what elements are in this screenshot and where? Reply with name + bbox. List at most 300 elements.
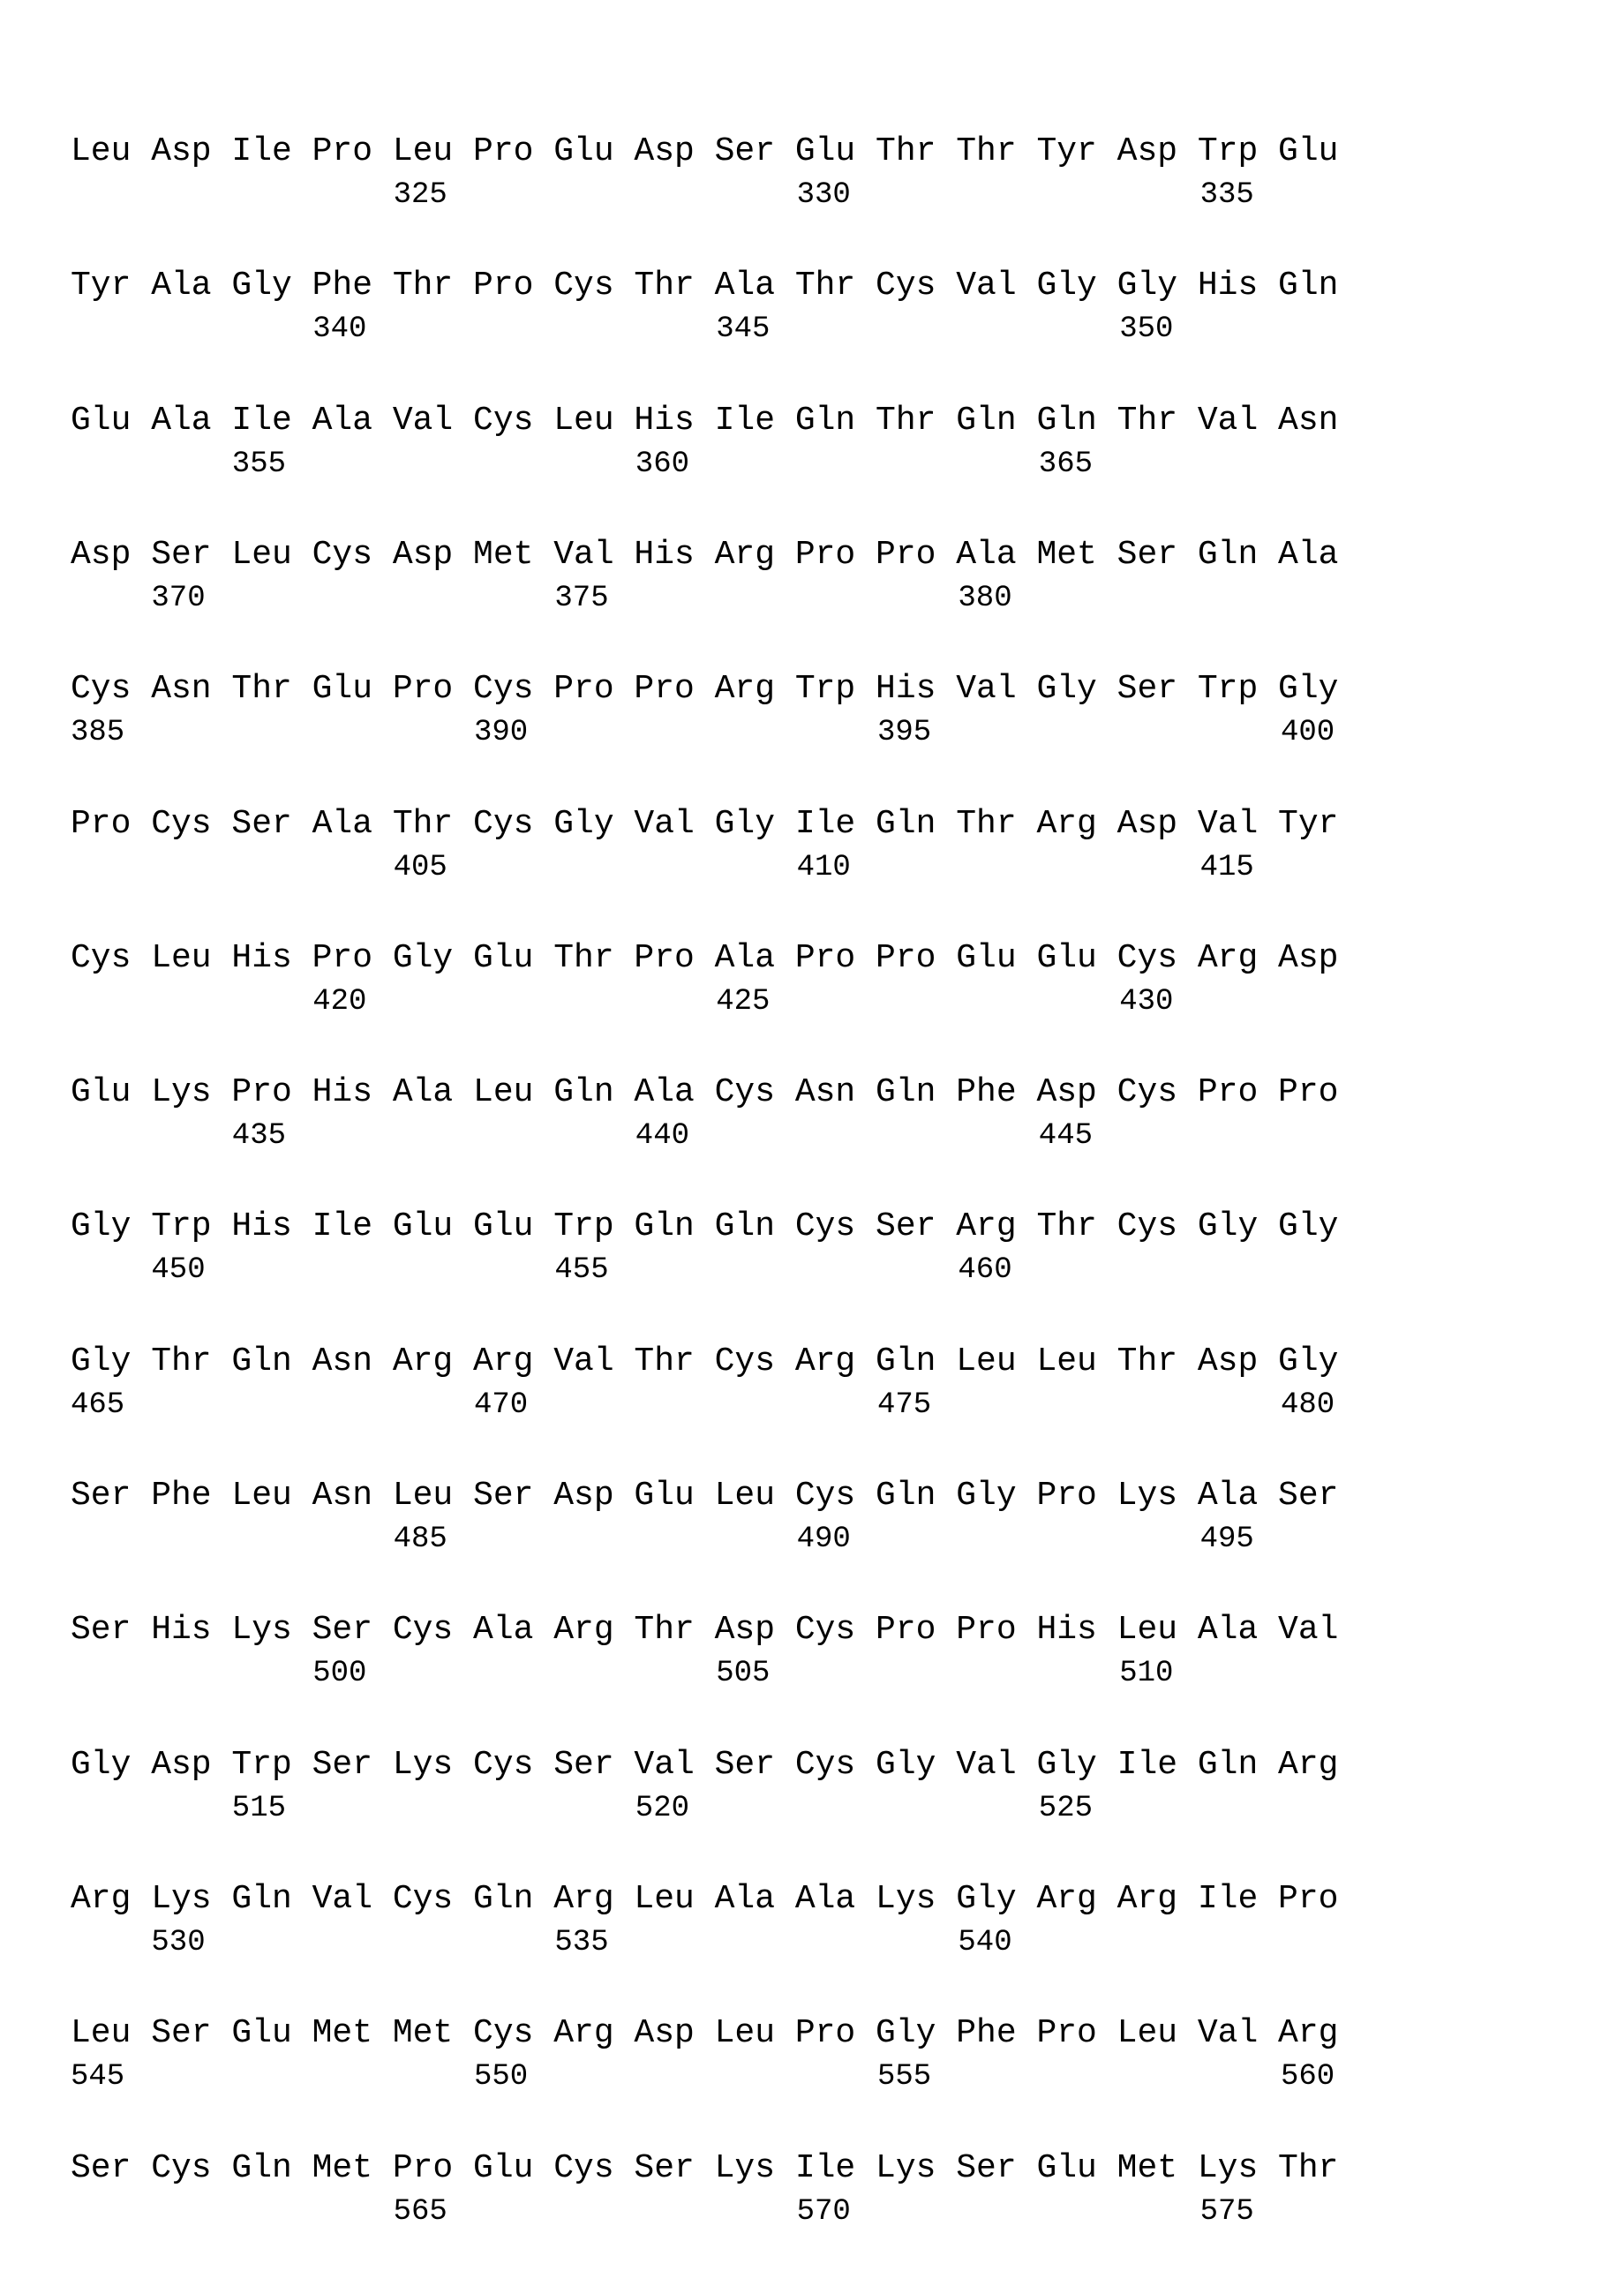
residue: Trp <box>1198 132 1278 171</box>
residue: Ile <box>795 805 876 844</box>
residue: Cys <box>1117 1073 1198 1112</box>
residue: Gln <box>1198 1746 1278 1785</box>
residue: Gly <box>1278 670 1358 709</box>
position-numbers <box>71 2195 1571 2234</box>
residue: Glu <box>312 670 393 709</box>
residue: Glu <box>473 2149 553 2188</box>
residue: Arg <box>1036 1880 1116 1919</box>
position-numbers <box>71 447 1571 486</box>
position-numbers <box>71 1657 1571 1696</box>
position-number: 565 <box>394 2195 447 2229</box>
position-number: 455 <box>554 1253 608 1287</box>
residue: Cys <box>876 267 956 305</box>
residue: Ser <box>715 1746 795 1785</box>
residue: Gly <box>71 1342 151 1381</box>
residue: Leu <box>71 132 151 171</box>
residue: Ser <box>71 2149 151 2188</box>
residue: Cys <box>1117 1207 1198 1246</box>
position-number: 475 <box>877 1388 931 1422</box>
residue: Leu <box>715 1477 795 1515</box>
residue: Cys <box>795 1207 876 1246</box>
residue: Val <box>1198 805 1278 844</box>
position-number: 390 <box>474 716 528 749</box>
residue: Val <box>956 670 1036 709</box>
residue: Cys <box>553 2149 634 2188</box>
residue: Gln <box>1036 402 1116 440</box>
residue: Thr <box>1117 402 1198 440</box>
position-number: 395 <box>877 716 931 749</box>
residue: Ala <box>473 1611 553 1650</box>
sequence-page <box>0 0 1624 2271</box>
residue: Asp <box>634 132 714 171</box>
residue: Gln <box>231 2149 312 2188</box>
residue: Gly <box>1036 267 1116 305</box>
position-numbers <box>71 1119 1571 1158</box>
position-number: 555 <box>877 2060 931 2094</box>
position-numbers <box>71 716 1571 755</box>
residue: Glu <box>795 132 876 171</box>
residue: Asp <box>393 536 473 575</box>
position-number: 465 <box>71 1388 124 1422</box>
residue: Pro <box>1278 1073 1358 1112</box>
position-numbers <box>71 985 1571 1024</box>
residue-row <box>71 132 1358 171</box>
residue: Pro <box>795 939 876 978</box>
residue: Thr <box>634 1611 714 1650</box>
residue: Pro <box>876 939 956 978</box>
residue: Met <box>312 2014 393 2053</box>
residue: Leu <box>956 1342 1036 1381</box>
residue: Gly <box>71 1746 151 1785</box>
residue: Cys <box>71 939 151 978</box>
residue: Pro <box>473 267 553 305</box>
residue: Gln <box>231 1342 312 1381</box>
residue: Gln <box>876 1342 956 1381</box>
residue: Thr <box>1117 1342 1198 1381</box>
residue: Thr <box>1278 2149 1358 2188</box>
residue: Leu <box>553 402 634 440</box>
residue: Gly <box>231 267 312 305</box>
position-number: 535 <box>554 1926 608 1959</box>
residue: Met <box>1117 2149 1198 2188</box>
residue: Ser <box>473 1477 553 1515</box>
residue: Leu <box>393 1477 473 1515</box>
residue: Leu <box>1036 1342 1116 1381</box>
residue: Val <box>393 402 473 440</box>
residue: Cys <box>1117 939 1198 978</box>
residue: Leu <box>473 1073 553 1112</box>
position-numbers <box>71 1523 1571 1561</box>
residue: Pro <box>1036 1477 1116 1515</box>
residue: Leu <box>231 1477 312 1515</box>
residue: His <box>876 670 956 709</box>
residue-row <box>71 1073 1358 1112</box>
position-number: 345 <box>716 312 770 346</box>
position-number: 330 <box>797 178 851 212</box>
residue: Cys <box>715 1342 795 1381</box>
residue: Ser <box>715 132 795 171</box>
position-number: 515 <box>232 1792 286 1825</box>
residue: Gly <box>1036 1746 1116 1785</box>
residue: Thr <box>231 670 312 709</box>
residue: Cys <box>393 1880 473 1919</box>
residue: Thr <box>634 1342 714 1381</box>
residue: Gln <box>1278 267 1358 305</box>
residue: Thr <box>634 267 714 305</box>
residue: Leu <box>1117 2014 1198 2053</box>
residue: Gly <box>876 1746 956 1785</box>
residue: Pro <box>876 536 956 575</box>
residue: Ser <box>151 2014 231 2053</box>
residue-row <box>71 1342 1358 1381</box>
residue: Gly <box>876 2014 956 2053</box>
residue: His <box>1036 1611 1116 1650</box>
residue: Gln <box>553 1073 634 1112</box>
residue: Cys <box>71 670 151 709</box>
residue: Lys <box>876 1880 956 1919</box>
residue: Val <box>312 1880 393 1919</box>
residue: Pro <box>312 132 393 171</box>
residue: Pro <box>956 1611 1036 1650</box>
residue: Val <box>634 805 714 844</box>
residue: Asp <box>1117 805 1198 844</box>
position-number: 560 <box>1281 2060 1335 2094</box>
residue: Glu <box>473 1207 553 1246</box>
residue-row <box>71 1477 1358 1515</box>
residue: Asp <box>151 132 231 171</box>
residue: Glu <box>553 132 634 171</box>
residue: Cys <box>473 2014 553 2053</box>
position-number: 530 <box>151 1926 205 1959</box>
position-number: 500 <box>312 1657 366 1690</box>
residue: Arg <box>1278 2014 1358 2053</box>
residue: Ser <box>151 536 231 575</box>
residue: Arg <box>553 1880 634 1919</box>
residue: Thr <box>956 805 1036 844</box>
residue: Pro <box>393 2149 473 2188</box>
residue: His <box>312 1073 393 1112</box>
residue-row <box>71 267 1358 305</box>
position-number: 440 <box>635 1119 689 1153</box>
residue: Asn <box>151 670 231 709</box>
residue-row <box>71 670 1358 709</box>
residue: Leu <box>715 2014 795 2053</box>
residue: Tyr <box>71 267 151 305</box>
position-number: 485 <box>394 1523 447 1556</box>
residue: Gly <box>1278 1207 1358 1246</box>
position-number: 360 <box>635 447 689 481</box>
residue: Lys <box>1117 1477 1198 1515</box>
position-number: 525 <box>1039 1792 1093 1825</box>
residue-row <box>71 1207 1358 1246</box>
residue: Ala <box>634 1073 714 1112</box>
residue: Gln <box>231 1880 312 1919</box>
residue: Gln <box>956 402 1036 440</box>
residue: Val <box>1198 402 1278 440</box>
residue: Ala <box>312 805 393 844</box>
residue-row <box>71 1880 1358 1919</box>
residue: Gln <box>1198 536 1278 575</box>
residue: Arg <box>71 1880 151 1919</box>
residue: Asn <box>795 1073 876 1112</box>
position-number: 490 <box>797 1523 851 1556</box>
residue: Tyr <box>1036 132 1116 171</box>
residue: Trp <box>151 1207 231 1246</box>
position-number: 495 <box>1200 1523 1254 1556</box>
residue: Pro <box>71 805 151 844</box>
residue: Cys <box>151 805 231 844</box>
residue: Lys <box>151 1073 231 1112</box>
residue: Leu <box>151 939 231 978</box>
residue: Arg <box>715 670 795 709</box>
position-number: 575 <box>1200 2195 1254 2229</box>
residue: Gly <box>1198 1207 1278 1246</box>
residue: Glu <box>1278 132 1358 171</box>
residue: Tyr <box>1278 805 1358 844</box>
position-number: 325 <box>394 178 447 212</box>
residue: Thr <box>393 267 473 305</box>
residue: Arg <box>956 1207 1036 1246</box>
position-number: 545 <box>71 2060 124 2094</box>
residue: Ile <box>1117 1746 1198 1785</box>
residue: Val <box>1198 2014 1278 2053</box>
residue: Ala <box>956 536 1036 575</box>
residue: Ile <box>1198 1880 1278 1919</box>
residue-row <box>71 2014 1358 2053</box>
residue: Leu <box>393 132 473 171</box>
residue: Thr <box>795 267 876 305</box>
position-number: 380 <box>958 582 1011 615</box>
residue: Cys <box>795 1611 876 1650</box>
residue: Ser <box>1117 536 1198 575</box>
residue: Pro <box>1036 2014 1116 2053</box>
residue-row <box>71 939 1358 978</box>
residue: Arg <box>1036 805 1116 844</box>
residue: Asp <box>1036 1073 1116 1112</box>
residue: Ala <box>312 402 393 440</box>
residue: Leu <box>231 536 312 575</box>
residue: Ala <box>1278 536 1358 575</box>
position-number: 445 <box>1039 1119 1093 1153</box>
residue-row <box>71 1611 1358 1650</box>
residue: Ala <box>151 267 231 305</box>
residue-row <box>71 805 1358 844</box>
residue: Ser <box>71 1611 151 1650</box>
residue: Phe <box>956 2014 1036 2053</box>
residue: Asp <box>151 1746 231 1785</box>
position-number: 470 <box>474 1388 528 1422</box>
residue: Ala <box>715 939 795 978</box>
position-number: 370 <box>151 582 205 615</box>
position-number: 355 <box>232 447 286 481</box>
residue: Gly <box>553 805 634 844</box>
residue: Cys <box>312 536 393 575</box>
residue: Gln <box>715 1207 795 1246</box>
position-numbers <box>71 1388 1571 1427</box>
residue: Ile <box>795 2149 876 2188</box>
residue: Ser <box>956 2149 1036 2188</box>
residue: Ser <box>71 1477 151 1515</box>
residue: Gly <box>393 939 473 978</box>
residue: Ser <box>553 1746 634 1785</box>
residue: Ile <box>312 1207 393 1246</box>
residue: Thr <box>1036 1207 1116 1246</box>
residue: Ser <box>876 1207 956 1246</box>
residue: Asn <box>312 1477 393 1515</box>
position-numbers <box>71 1792 1571 1831</box>
residue: Pro <box>876 1611 956 1650</box>
residue: Lys <box>231 1611 312 1650</box>
residue: Gly <box>956 1477 1036 1515</box>
residue: Ala <box>1198 1477 1278 1515</box>
residue: Pro <box>634 670 714 709</box>
residue: Thr <box>876 132 956 171</box>
residue: Leu <box>1117 1611 1198 1650</box>
residue: Glu <box>634 1477 714 1515</box>
residue-row <box>71 536 1358 575</box>
position-numbers <box>71 178 1571 217</box>
residue: Thr <box>151 1342 231 1381</box>
position-number: 365 <box>1039 447 1093 481</box>
position-number: 480 <box>1281 1388 1335 1422</box>
position-number: 340 <box>312 312 366 346</box>
residue: Val <box>956 1746 1036 1785</box>
residue: Asp <box>1198 1342 1278 1381</box>
residue: Pro <box>473 132 553 171</box>
residue: Gln <box>634 1207 714 1246</box>
position-number: 385 <box>71 716 124 749</box>
residue: Gly <box>1036 670 1116 709</box>
residue: Thr <box>393 805 473 844</box>
position-number: 335 <box>1200 178 1254 212</box>
residue: His <box>231 1207 312 1246</box>
residue: Ser <box>312 1611 393 1650</box>
residue: Val <box>1278 1611 1358 1650</box>
residue: Cys <box>795 1746 876 1785</box>
residue: Gln <box>876 1477 956 1515</box>
residue: Cys <box>473 1746 553 1785</box>
residue: Asp <box>1278 939 1358 978</box>
residue: Arg <box>1198 939 1278 978</box>
residue: Gln <box>876 1073 956 1112</box>
residue: Cys <box>473 402 553 440</box>
residue: Gln <box>795 402 876 440</box>
position-number: 375 <box>554 582 608 615</box>
residue: Ile <box>231 132 312 171</box>
position-numbers <box>71 1253 1571 1292</box>
residue: Glu <box>1036 2149 1116 2188</box>
residue: Val <box>956 267 1036 305</box>
position-numbers <box>71 582 1571 620</box>
residue: His <box>634 536 714 575</box>
residue: Lys <box>715 2149 795 2188</box>
residue: His <box>151 1611 231 1650</box>
residue: Ala <box>393 1073 473 1112</box>
residue: Cys <box>795 1477 876 1515</box>
residue: Pro <box>634 939 714 978</box>
position-number: 430 <box>1119 985 1173 1019</box>
residue: Ala <box>151 402 231 440</box>
position-numbers <box>71 312 1571 351</box>
residue: Pro <box>795 2014 876 2053</box>
residue: Asn <box>1278 402 1358 440</box>
residue: Gly <box>71 1207 151 1246</box>
residue: Glu <box>473 939 553 978</box>
residue: Arg <box>1278 1746 1358 1785</box>
residue: Gly <box>1117 267 1198 305</box>
residue: Ala <box>1198 1611 1278 1650</box>
residue: Ser <box>231 805 312 844</box>
residue: Cys <box>393 1611 473 1650</box>
residue: Arg <box>553 2014 634 2053</box>
position-number: 505 <box>716 1657 770 1690</box>
residue: Phe <box>956 1073 1036 1112</box>
residue: Pro <box>795 536 876 575</box>
residue: His <box>231 939 312 978</box>
residue: Ser <box>312 1746 393 1785</box>
position-number: 570 <box>797 2195 851 2229</box>
residue: Glu <box>71 1073 151 1112</box>
residue: Asp <box>553 1477 634 1515</box>
residue: Ile <box>231 402 312 440</box>
residue: Ala <box>715 1880 795 1919</box>
position-number: 350 <box>1119 312 1173 346</box>
position-number: 435 <box>232 1119 286 1153</box>
residue: Glu <box>231 2014 312 2053</box>
residue: His <box>634 402 714 440</box>
position-number: 420 <box>312 985 366 1019</box>
residue: His <box>1198 267 1278 305</box>
residue: Ser <box>1278 1477 1358 1515</box>
residue: Glu <box>71 402 151 440</box>
residue: Pro <box>312 939 393 978</box>
residue: Thr <box>956 132 1036 171</box>
position-number: 400 <box>1281 716 1335 749</box>
residue: Asp <box>634 2014 714 2053</box>
position-number: 520 <box>635 1792 689 1825</box>
residue: Glu <box>1036 939 1116 978</box>
residue: Cys <box>473 670 553 709</box>
residue: Cys <box>151 2149 231 2188</box>
residue: Phe <box>151 1477 231 1515</box>
residue: Cys <box>715 1073 795 1112</box>
residue: Met <box>393 2014 473 2053</box>
position-numbers <box>71 1926 1571 1965</box>
residue: Trp <box>553 1207 634 1246</box>
residue: Val <box>634 1746 714 1785</box>
position-number: 415 <box>1200 851 1254 884</box>
position-number: 425 <box>716 985 770 1019</box>
residue: Leu <box>634 1880 714 1919</box>
residue: Asp <box>1117 132 1198 171</box>
residue: Gln <box>876 805 956 844</box>
residue: Asp <box>715 1611 795 1650</box>
residue: Lys <box>1198 2149 1278 2188</box>
residue: Ala <box>715 267 795 305</box>
residue: Pro <box>1198 1073 1278 1112</box>
residue: Gly <box>956 1880 1036 1919</box>
residue: Cys <box>553 267 634 305</box>
residue: Trp <box>795 670 876 709</box>
residue: Lys <box>151 1880 231 1919</box>
position-number: 450 <box>151 1253 205 1287</box>
residue: Asn <box>312 1342 393 1381</box>
residue: Arg <box>715 536 795 575</box>
residue: Asp <box>71 536 151 575</box>
residue: Thr <box>553 939 634 978</box>
residue: Met <box>473 536 553 575</box>
residue: Arg <box>553 1611 634 1650</box>
